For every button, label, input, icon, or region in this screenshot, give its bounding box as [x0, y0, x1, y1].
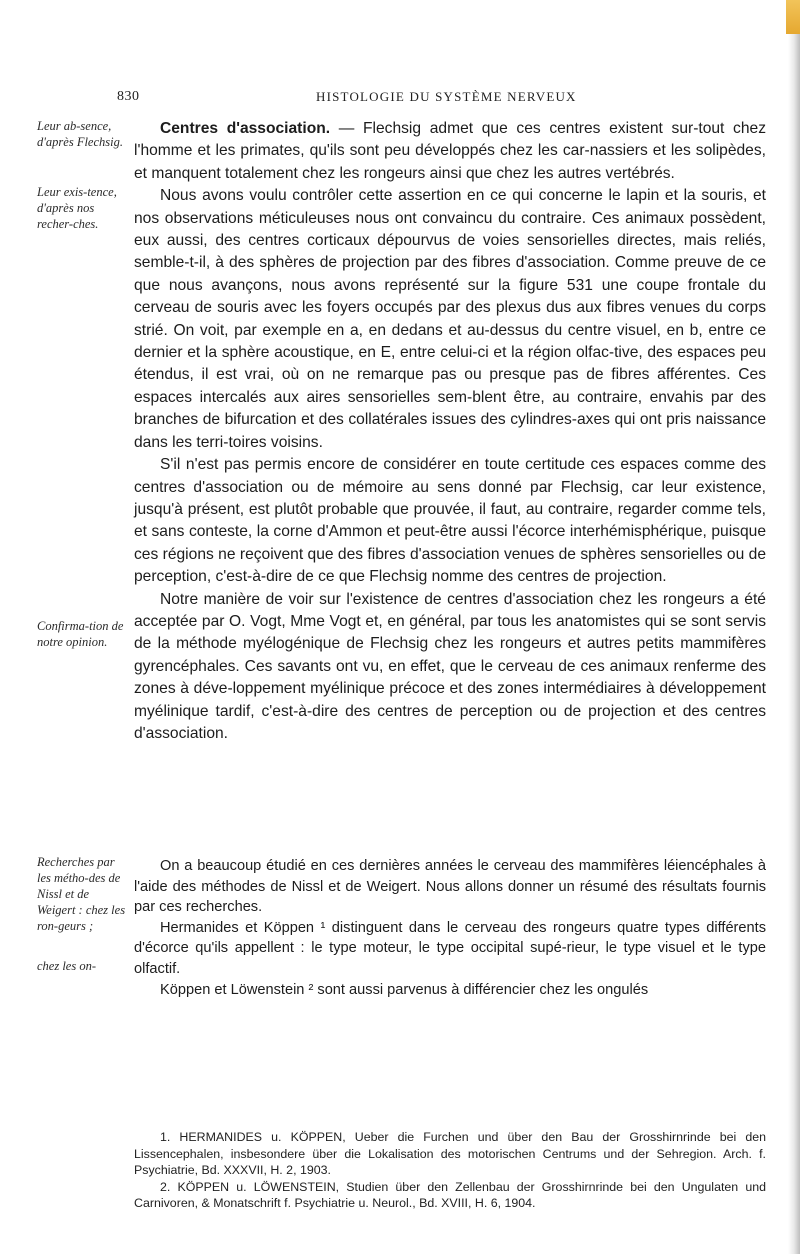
sidenote-ungulates: chez les on-	[37, 959, 97, 973]
footnote-1: 1. HERMANIDES u. KÖPPEN, Ueber die Furchen und über den Bau der Grosshirnrinde bei den Lissencephalen, insbesondere über die Lokalisation des motorischen Centrums und der Sehregion. Arch. f. Psychiatrie, Bd. XXXVII, H. 2, 1903.	[134, 1130, 766, 1178]
paragraph-certitude: S'il n'est pas permis encore de considérer en toute certitude ces espaces comme des centres d'association ou de mémoire au sens donné par Flechsig, car leur existence, jusqu'à présent, est plutôt probable que prouvée, il faut, au contraire, regarder comme tels, et sans conteste, la corne d'Ammon et peut-être aussi l'écorce interhémisphérique, puisque ces régions ne reçoivent que des fibres d'association venues de sphères sensorielles ou de perception, c'est-à-dire de ce que Flechsig nomme des centres de projection.	[134, 456, 766, 586]
page-edge-tab	[786, 0, 800, 34]
main-text-continued	[134, 856, 766, 1000]
section-heading: Centres d'association.	[160, 120, 331, 137]
sidenote-research: Recherches par les métho-des de Nissl et de Weigert : chez les ron-geurs ;	[37, 855, 126, 933]
paragraph-koppen: Köppen et Löwenstein ² sont aussi parvenus à différencier chez les ongulés	[160, 981, 649, 998]
paragraph-text: — Flechsig admet que ces centres existent sur-tout chez l'homme et les primates, qu'ils sont peu développés chez les car-nassiers et les solipèdes, et manquent totalement chez les rongeurs ainsi que chez les autres vertébrés.	[134, 120, 766, 182]
paragraph-observations: Nous avons voulu contrôler cette assertion en ce qui concerne le lapin et la souris, et nos observations méticuleuses nous ont convaincu du contraire. Ces animaux possèdent, eux aussi, des centres corticaux dépourvus de voies sensorielles directes, mais reliés, semble-t-il, à des sphères de projection par des fibres d'association. Comme preuve de ce que nous avançons, nous avons représenté sur la figure 531 une coupe frontale du cerveau de souris avec les foyers occupés par des plexus dus aux fibres venues du corps strié. On voit, par exemple en a, en dedans et au-dessus du centre visuel, en b, entre ce dernier et la sphère acoustique, en E, entre celui-ci et la région olfac-tive, des espaces peu étendus, il est vrai, où on ne remarque pas ou presque pas de fibres afférentes. Ces espaces intercalés aux aires sensorielles sem-blent être, au contraire, envahis par des branches de bifurcation et des collatérales issues des cylindres-axes qui ont pris naissance dans les terri-toires voisins.	[134, 187, 766, 451]
running-title: HISTOLOGIE DU SYSTÈME NERVEUX	[316, 89, 577, 104]
footnotes	[134, 1129, 766, 1212]
paragraph-centres-association	[134, 118, 766, 185]
page-edge-shadow	[788, 0, 800, 1254]
sidenote-confirmation: Confirma-tion de notre opinion.	[37, 619, 124, 649]
page-header	[0, 89, 800, 109]
paragraph-nissl-weigert: On a beaucoup étudié en ces dernières années le cerveau des mammifères léiencéphales à l'aide des méthodes de Nissl et de Weigert. Nous allons donner un résumé des résultats fournis par ces recherches.	[134, 858, 766, 916]
paragraph-vogt: Notre manière de voir sur l'existence de centres d'association chez les rongeurs a été acceptée par O. Vogt, Mme Vogt et, en général, par tous les anatomistes qui se sont servis de la méthode myélogénique de Flechsig chez les rongeurs et autres petits mammifères gyrencéphales. Ces savants ont vu, en effet, que le cerveau de ces animaux renferme des zones à déve-loppement myélinique précoce et des zones intermédiaires à développement myélinique tardif, c'est-à-dire des centres de perception ou de projection et des centres d'association.	[134, 590, 766, 742]
page-number: 830	[117, 89, 140, 104]
footnote-2: 2. KÖPPEN u. LÖWENSTEIN, Studien über den Zellenbau der Grosshirnrinde bei den Ungulaten und Carnivoren, & Monatschrift f. Psychiatrie u. Neurol., Bd. XVIII, H. 6, 1904.	[134, 1179, 766, 1211]
sidenote-existence: Leur exis-tence, d'après nos recher-ches.	[37, 185, 117, 231]
main-text	[134, 118, 766, 745]
sidenote-absence: Leur ab-sence, d'après Flechsig.	[37, 119, 123, 149]
paragraph-hermanides: Hermanides et Köppen ¹ distinguent dans le cerveau des rongeurs quatre types différents d'écorce qu'ils appellent : le type moteur, le type occipital supé-rieur, le type visuel et le type olfactif.	[134, 919, 766, 977]
